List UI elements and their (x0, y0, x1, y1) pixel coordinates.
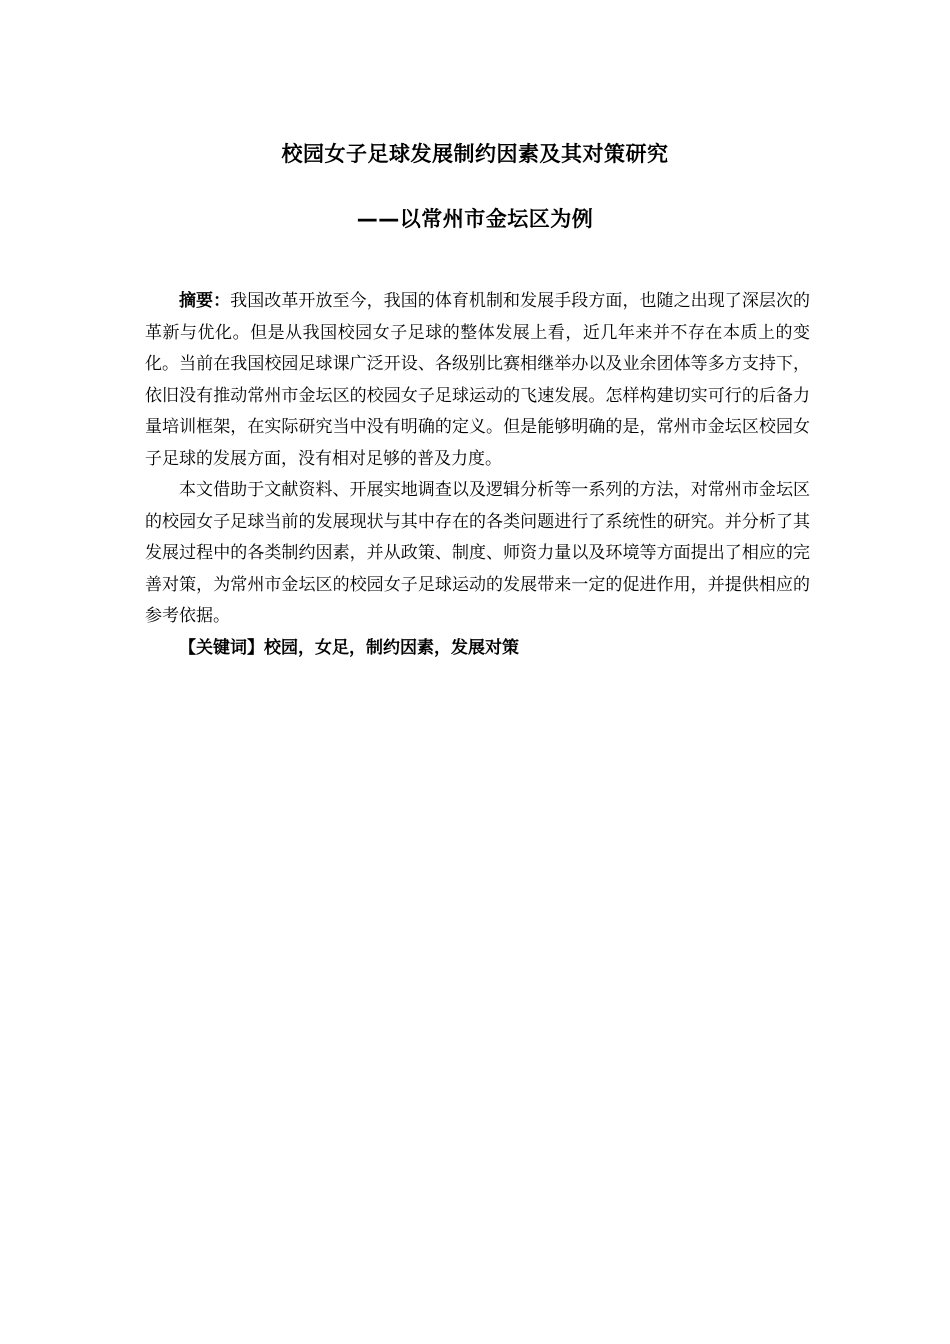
abstract-paragraph (145, 286, 810, 475)
abstract-label: 摘要： (179, 291, 231, 311)
abstract-text: 我国改革开放至今，我国的体育机制和发展手段方面，也随之出现了深层次的革新与优化。但是从我国校园女子足球的整体发展上看，近几年来并不存在本质上的变化。当前在我国校园足球课广泛开设、各级别比赛相继举办以及业余团体等多方支持下，依旧没有推动常州市金坛区的校园女子足球运动的飞速发展。怎样构建切实可行的后备力量培训框架，在实际研究当中没有明确的定义。但是能够明确的是，常州市金坛区校园女子足球的发展方面，没有相对足够的普及力度。 (145, 291, 811, 469)
method-paragraph: 本文借助于文献资料、开展实地调查以及逻辑分析等一系列的方法，对常州市金坛区的校园女子足球当前的发展现状与其中存在的各类问题进行了系统性的研究。并分析了其发展过程中的各类制约因素，并从政策、制度、师资力量以及环境等方面提出了相应的完善对策，为常州市金坛区的校园女子足球运动的发展带来一定的促进作用，并提供相应的参考依据。 (145, 480, 810, 626)
paper-subtitle: ——以常州市金坛区为例 (356, 207, 594, 231)
paper-title: 校园女子足球发展制约因素及其对策研究 (281, 142, 669, 166)
abstract-section (145, 286, 810, 664)
keywords-line: 【关键词】校园，女足，制约因素，发展对策 (179, 637, 519, 658)
